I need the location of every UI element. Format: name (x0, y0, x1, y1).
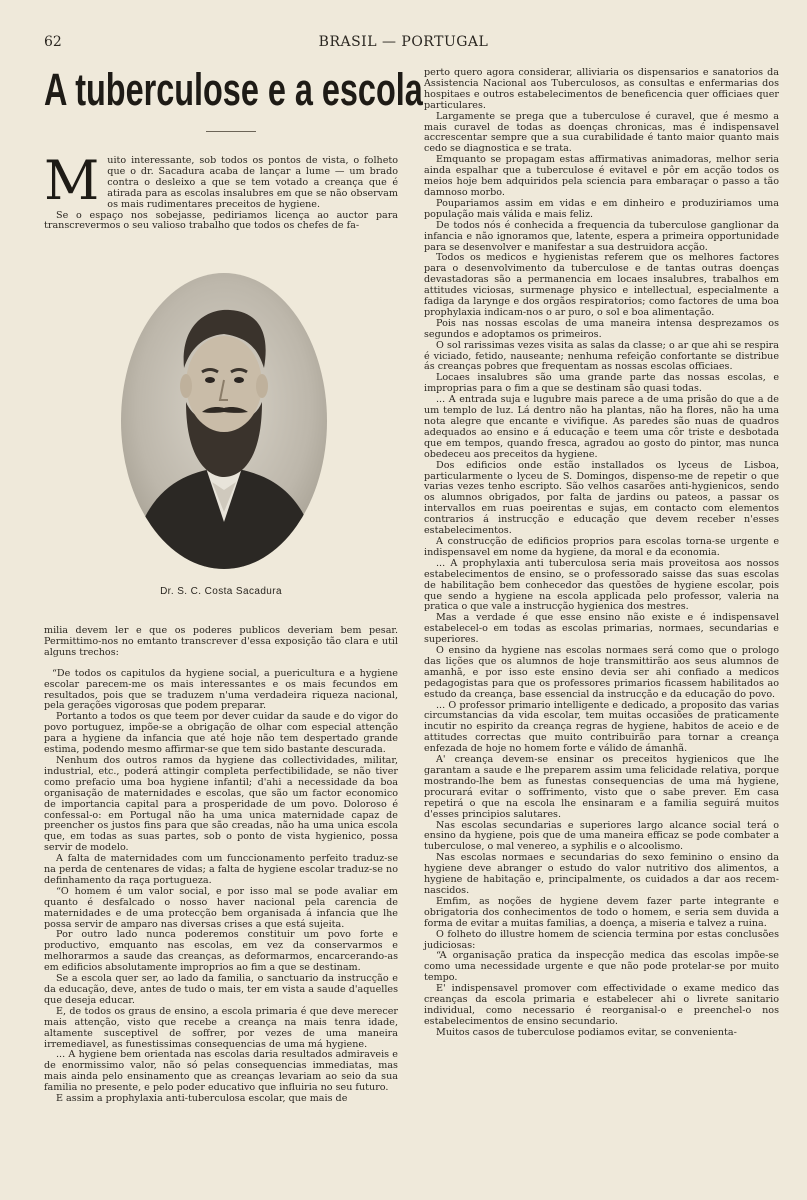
article-intro (44, 149, 398, 232)
intro-paragraph-continued: Se o espaço nos sobejasse, pediriamos licença ao auctor para transcrevermos o seu valioso trabalho que todos os chefes de fa- (44, 209, 398, 232)
journal-title: BRASIL — PORTUGAL (318, 34, 489, 50)
paragraph: Pois nas nossas escolas de uma maneira intensa desprezamos os segundos e adoptamos os primeiros. (424, 317, 779, 340)
paragraph: O sol rarissimas vezes visita as salas da classe; o ar que ahi se respira é viciado, fetido, nauseante; nenhuma refeição confortante se distribue ás creanças pobres que frequentam as nossas escolas officiaes. (424, 339, 779, 373)
paragraph: E assim a prophylaxia anti-tuberculosa escolar, que mais de (56, 1093, 348, 1105)
paragraph: Nas escolas normaes e secundarias do sexo feminino o ensino da hygiene deve abranger o estudo do valor nutritivo dos alimentos, a hygiene de habitação e, principalmente, os cuidados a dar aos recem-nascidos. (424, 852, 779, 896)
paragraph: ... A entrada suja e lugubre mais parece a de uma prisão do que a de um templo de luz. Lá dentro não ha plantas, não ha flores, não ha uma nota alegre que encante e vivifique. As paredes são nuas de quadros adequados ao ensino e á educação e teem uma côr triste e desbotada que em tempos, quando fresca, agradou ao gosto do pintor, mas nunca obedeceu aos preceitos da hygiene. (424, 394, 779, 460)
paragraph: O ensino da hygiene nas escolas normaes será como que o prologo das lições que os alumnos de hoje transmittirão aos seus alumnos de amanhã, e por isso este ensino devia ser ahi confiado a medicos pedagogistas para que os professores primarios ficassem habilitados ao estudo da creança, base essencial da instrucção e da educação do povo. (424, 645, 779, 700)
paragraph: Portanto a todos os que teem por dever cuidar da saude e do vigor do povo portuguez, impõe-se a obrigação de olhar com especial attenção para a hygiene da infancia que até hoje não tem despertado grande estima, podendo mesmo affirmar-se que tem sido bastante descurada. (44, 711, 398, 756)
paragraph: ... A hygiene bem orientada nas escolas daria resultados admiraveis e de enormissimo valor, não só pelas consequencias immediatas, mas mais ainda pelo ensinamento que as creanças levariam ao seio da sua familia no presente, e pelo poder educativo que influiria no seu futuro. (44, 1049, 398, 1094)
article-title: A tuberculose e a escola (44, 64, 423, 115)
paragraph: Poupariamos assim em vidas e em dinheiro e produziriamos uma população mais válida e mais feliz. (424, 197, 779, 220)
paragraph: perto quero agora considerar, alliviaria os dispensarios e sanatorios da Assistencia Nacional aos Tuberculosos, as consultas e enfermarias dos hospitaes e outros estabelecimentos de beneficencia quer officiaes quer particulares. (424, 67, 779, 111)
paragraph: De todos nós é conhecida a frequencia da tuberculose ganglionar da infancia e não ignoramos que, latente, espera a primeira opportunidade para se desenvolver e manifestar a sua destruidora acção. (424, 219, 779, 253)
paragraph: Se a escola quer ser, ao lado da familia, o sanctuario da instrucção e da educação, deve, antes de tudo o mais, ter em vista a saude d'aquelles que deseja educar. (44, 973, 398, 1006)
paragraph: ... O professor primario intelligente e dedicado, a proposito das varias circumstancias da vida escolar, tem muitas occasiões de praticamente incutir no espirito da creança regras de hygiene, habitos de aceio e de attitudes correctas que muito contribuirão para tornar a creança enfezada de hoje no homem forte e válido de ámanhã. (424, 699, 779, 755)
paragraph: milia devem ler e que os poderes publicos deveriam bem pesar. Permittimo-nos no emtanto transcrever d'essa exposição tão clara e util alguns trechos: (44, 625, 398, 658)
paragraph: Emfim, as noções de hygiene devem fazer parte integrante e obrigatoria dos conhecimentos de todo o homem, e seria sem duvida a forma de evitar a muitas familias, a doença, a miseria e talvez a ruina. (424, 895, 779, 929)
page-number: 62 (44, 34, 62, 50)
paragraph: “O homem é um valor social, e por isso mal se pode avaliar em quanto é desfalcado o nosso haver nacional pela carencia de maternidades e de uma protecção bem organisada á infancia que lhe possa servir de amparo nas diversas crises a que está sujeita. (44, 885, 398, 930)
drop-cap: M (44, 149, 100, 212)
paragraph: “A organisação pratica da inspecção medica das escolas impõe-se como uma necessidade urgente e que não pode protelar-se por muito tempo. (424, 950, 779, 984)
paragraph: Nas escolas secundarias e superiores largo alcance social terá o ensino da hygiene, pois que de uma maneira efficaz se pode combater a tuberculose, o mal venereo, a syphilis e o alcoolismo. (424, 819, 779, 853)
paragraph: Locaes insalubres são uma grande parte das nossas escolas, e improprias para o fim a que se destinam são quasi todas. (424, 372, 779, 395)
paragraph: E' indispensavel promover com effectividade o exame medico das creanças da escola primaria e estabelecer ahi o livrete sanitario individual, como necessario é reorganisal-o e preenchel-o nos estabelecimentos de ensino secundario. (424, 983, 779, 1027)
left-column-text (44, 626, 398, 1105)
running-head (0, 34, 807, 54)
title-divider (206, 131, 256, 132)
paragraph: Todos os medicos e hygienistas referem que os melhores factores para o desenvolvimento da tuberculose e de tantas outras doenças devastadoras são a permanencia em locaes insalubres, trabalhos em attitudes viciosas, surmenage physico e intellectual, especialmente a fadiga da larynge e dos orgãos respiratorios; como factores de uma boa prophylaxia indicam-nos o ar puro, o sol e boa alimentação. (424, 252, 779, 318)
portrait-photo (120, 272, 328, 570)
paragraph: Muitos casos de tuberculose podiamos evitar, se convenienta- (436, 1026, 737, 1038)
paragraph: A' creança devem-se ensinar os preceitos hygienicos que lhe garantam a saude e lhe preparem assim uma felicidade relativa, porque mostrando-lhe bem as funestas consequencias de uma má hygiene, procurará evitar o soffrimento, visto que o sabe prever. Em casa repetirá o que na escola lhe ensinaram e a familia seguirá muitos d'esses principios salutares. (424, 754, 779, 820)
paragraph: Dos edificios onde estão installados os lyceus de Lisboa, particularmente o lyceu de S. Domingos, dispenso-me de repetir o que varias vezes tenho escripto. São velhos casarões anti-hygienicos, sendo os alumnos obrigados, por falta de jardins ou pateos, a passar os intervallos em ruas poeirentas e sujas, em contacto com elementos contrarios á instrucção e educação que devem receber n'esses estabelecimentos. (424, 459, 779, 537)
paragraph: “De todos os capitulos da hygiene social, a puericultura e a hygiene escolar parecem-me os mais interessantes e os mais fecundos em resultados, pois que se traduzem n'uma verdadeira riqueza nacional, pela gerações vigorosas que podem preparar. (44, 667, 398, 712)
paragraph: ... A prophylaxia anti tuberculosa seria mais proveitosa aos nossos estabelecimentos de ensino, se o professorado saisse das suas escolas de habilitação bem conhecedor das questões de hygiene escolar, pois que sendo a hygiene na escola applicada pelo professor, valeria na pratica o que vale a instrucção hygienica dos mestres. (424, 557, 779, 613)
intro-paragraph: uito interessante, sob todos os pontos de vista, o folheto que o dr. Sacadura acaba de lançar a lume — um brado contra o desleixo a que se tem votado a creança que é atirada para as escolas insalubres em que se não observam os mais rudimentares preceitos de hygiene. (107, 155, 398, 210)
paragraph: Nenhum dos outros ramos da hygiene das collectividades, militar, industrial, etc., poderá attingir completa perfectibilidade, se não tiver como prefacio uma boa hygiene infantil; d'ahi a necessidade da boa organisação de maternidades e escolas, que são um factor economico de importancia capital para a prosperidade de um povo. Doloroso é confessal-o: em Portugal não ha uma unica maternidade capaz de preencher os justos fins para que são creadas, não ha uma unica escola que, em todas as suas partes, sob o ponto de vista hygienico, possa servir de modelo. (44, 754, 398, 854)
paragraph: A construcção de edificios proprios para escolas torna-se urgente e indispensavel em nome da hygiene, da moral e da economia. (424, 535, 779, 558)
paragraph: Emquanto se propagam estas affirmativas animadoras, melhor seria ainda espalhar que a tuberculose é evitavel e pôr em acção todos os meios hoje bem adquiridos pela sciencia para embaraçar o passo a tão damnoso morbo. (424, 154, 779, 198)
paragraph: A falta de maternidades com um funccionamento perfeito traduz-se na perda de centenares de vidas; a falta de hygiene escolar traduz-se no definhamento da raça portugueza. (44, 853, 398, 886)
paragraph: O folheto do illustre homem de sciencia termina por estas conclusões judiciosas: (424, 928, 779, 951)
paragraph: E, de todos os graus de ensino, a escola primaria é que deve merecer mais attenção, visto que recebe a creança na mais tenra idade, altamente susceptivel de soffrer, por vezes de uma maneira irremediavel, as funestissimas consequencias de uma má hygiene. (44, 1005, 398, 1050)
paragraph: Largamente se prega que a tuberculose é curavel, que é mesmo a mais curavel de todas as doenças chronicas, mas é indispensavel accrescentar sempre que a sua curabilidade é tanto maior quanto mais cedo se diagnostica e se trata. (424, 110, 779, 155)
paragraph: Por outro lado nunca poderemos constituir um povo forte e productivo, emquanto nas escolas, em vez da conservarmos e melhorarmos a saude das creanças, as deformarmos, encarcerando-as em edificios absolutamente improprios ao fim a que se destinam. (44, 929, 398, 974)
paragraph: Mas a verdade é que esse ensino não existe e é indispensavel estabelecel-o em todas as escolas primarias, normaes, secundarias e superiores. (424, 612, 779, 646)
portrait-caption: Dr. S. C. Costa Sacadura (160, 586, 282, 597)
right-column-text (424, 68, 779, 1039)
